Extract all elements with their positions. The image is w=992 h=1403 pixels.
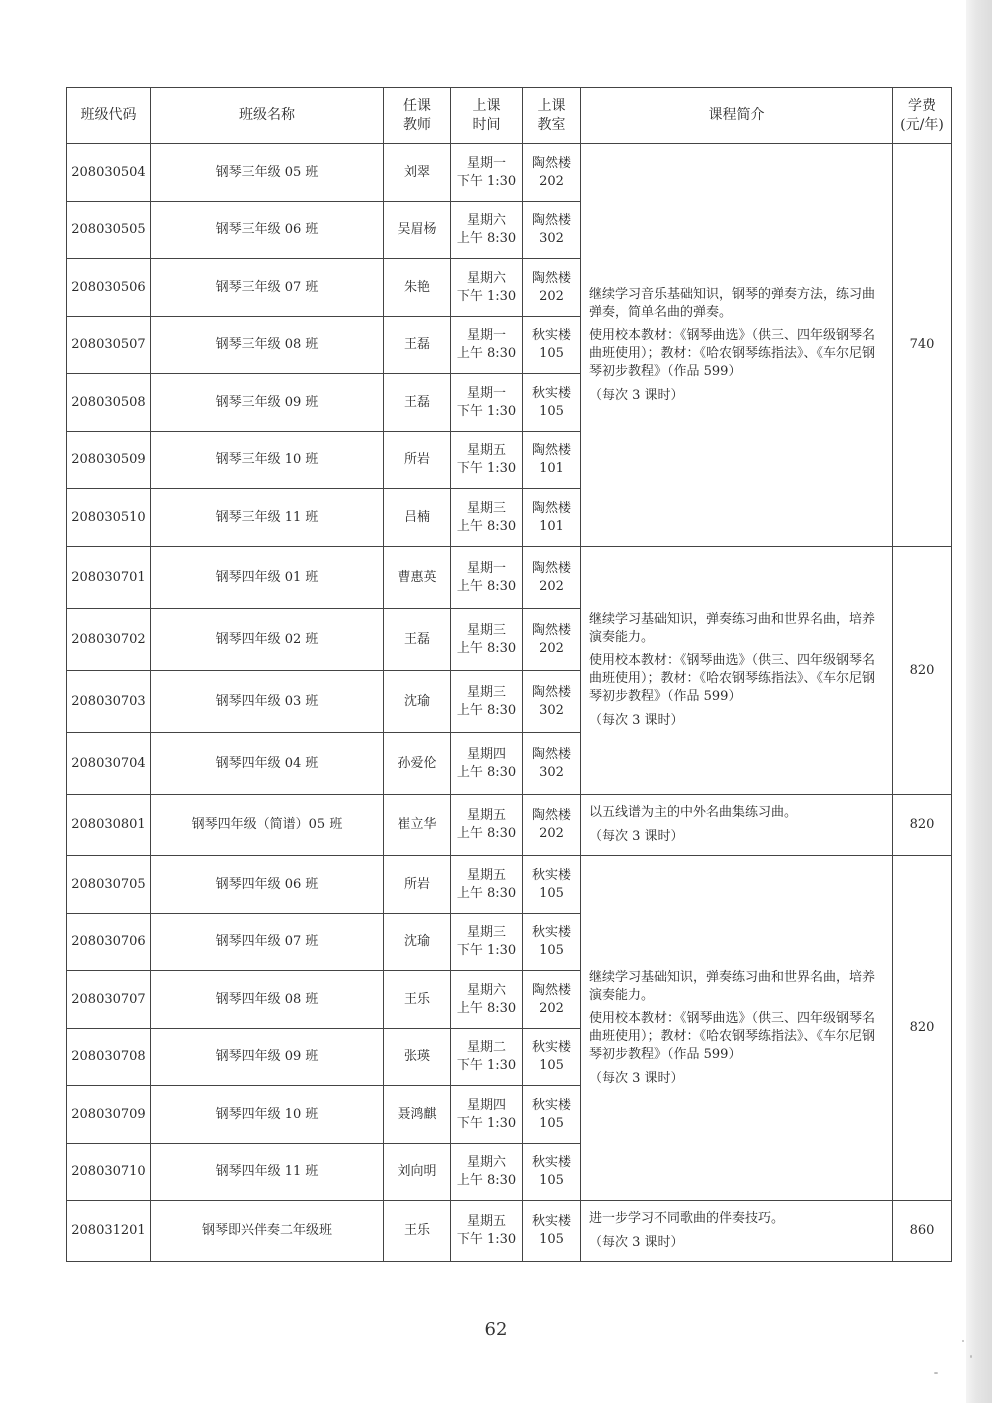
classroom-cell: 秋实楼 105: [523, 1086, 581, 1144]
class-time-cell: 星期四 上午 8:30: [451, 733, 523, 795]
class-time-cell: 星期二 下午 1:30: [451, 1029, 523, 1086]
header-classroom: 上课 教室: [523, 88, 581, 144]
course-hours-note: （每次 3 课时）: [589, 387, 684, 403]
teacher-cell: 吕楠: [384, 489, 451, 547]
class-name-cell: 钢琴四年级 11 班: [151, 1144, 384, 1201]
teacher-cell: 沈瑜: [384, 914, 451, 971]
course-intro-cell: [581, 547, 893, 795]
teacher-cell: 聂鸿麒: [384, 1086, 451, 1144]
class-time-cell: 星期三 上午 8:30: [451, 671, 523, 733]
classroom-cell: 陶然楼 302: [523, 202, 581, 259]
classroom-cell: 陶然楼 302: [523, 671, 581, 733]
course-intro-text: 使用校本教材：《钢琴曲选》（供三、四年级钢琴名曲班使用）；教材：《哈农钢琴练指法》、《车尔尼钢琴初步教程》（作品 599）: [589, 653, 876, 704]
classroom-cell: 秋实楼 105: [523, 374, 581, 432]
course-hours-note: （每次 3 课时）: [589, 1070, 684, 1086]
course-intro-cell: [581, 144, 893, 547]
course-hours-note: （每次 3 课时）: [589, 829, 684, 844]
class-name-cell: 钢琴三年级 06 班: [151, 202, 384, 259]
classroom-cell: 陶然楼 202: [523, 259, 581, 317]
class-name-cell: 钢琴四年级（简谱）05 班: [151, 795, 384, 856]
course-intro-cell: [581, 856, 893, 1201]
class-time-cell: 星期六 上午 8:30: [451, 1144, 523, 1201]
class-name-cell: 钢琴三年级 09 班: [151, 374, 384, 432]
class-code-cell: 208030506: [67, 259, 151, 317]
class-code-cell: 208030509: [67, 432, 151, 489]
class-time-cell: 星期一 下午 1:30: [451, 144, 523, 202]
course-intro-text: 继续学习基础知识，弹奏练习曲和世界名曲，培养演奏能力。: [589, 612, 876, 645]
class-name-cell: 钢琴三年级 07 班: [151, 259, 384, 317]
header-teacher: 任课 教师: [384, 88, 451, 144]
class-code-cell: 208030710: [67, 1144, 151, 1201]
class-name-cell: 钢琴三年级 10 班: [151, 432, 384, 489]
class-time-cell: 星期六 上午 8:30: [451, 202, 523, 259]
scan-speck: [962, 1340, 964, 1342]
class-time-cell: 星期三 上午 8:30: [451, 609, 523, 671]
class-code-cell: 208030507: [67, 317, 151, 374]
class-name-cell: 钢琴四年级 09 班: [151, 1029, 384, 1086]
course-intro-text: 使用校本教材：《钢琴曲选》（供三、四年级钢琴名曲班使用）；教材：《哈农钢琴练指法》、《车尔尼钢琴初步教程》（作品 599）: [589, 1010, 876, 1062]
teacher-cell: 刘翠: [384, 144, 451, 202]
tuition-cell: 820: [893, 795, 952, 856]
header-course-intro: 课程简介: [581, 88, 893, 144]
teacher-cell: 王乐: [384, 971, 451, 1029]
teacher-cell: 张瑛: [384, 1029, 451, 1086]
teacher-cell: 王磊: [384, 374, 451, 432]
teacher-cell: 王磊: [384, 317, 451, 374]
classroom-cell: 陶然楼 101: [523, 489, 581, 547]
class-code-cell: 208030704: [67, 733, 151, 795]
classroom-cell: 陶然楼 101: [523, 432, 581, 489]
classroom-cell: 陶然楼 202: [523, 971, 581, 1029]
tuition-cell: 860: [893, 1201, 952, 1262]
header-row: [67, 88, 952, 144]
table-row: [67, 547, 952, 609]
class-name-cell: 钢琴三年级 08 班: [151, 317, 384, 374]
teacher-cell: 孙爱伦: [384, 733, 451, 795]
class-time-cell: 星期三 下午 1:30: [451, 914, 523, 971]
classroom-cell: 秋实楼 105: [523, 1029, 581, 1086]
class-time-cell: 星期一 下午 1:30: [451, 374, 523, 432]
classroom-cell: 陶然楼 202: [523, 547, 581, 609]
scan-edge-shadow: [966, 0, 992, 1403]
class-code-cell: 208030707: [67, 971, 151, 1029]
course-intro-cell: [581, 795, 893, 856]
tuition-cell: 820: [893, 856, 952, 1201]
class-time-cell: 星期六 下午 1:30: [451, 259, 523, 317]
course-intro-text: 使用校本教材：《钢琴曲选》（供三、四年级钢琴名曲班使用）；教材：《哈农钢琴练指法》、《车尔尼钢琴初步教程》（作品 599）: [589, 327, 876, 379]
class-name-cell: 钢琴四年级 02 班: [151, 609, 384, 671]
class-code-cell: 208030702: [67, 609, 151, 671]
teacher-cell: 所岩: [384, 856, 451, 914]
class-code-cell: 208030708: [67, 1029, 151, 1086]
class-time-cell: 星期五 上午 8:30: [451, 856, 523, 914]
classroom-cell: 秋实楼 105: [523, 856, 581, 914]
class-time-cell: 星期五 上午 8:30: [451, 795, 523, 856]
course-intro-text: 以五线谱为主的中外名曲集练习曲。: [589, 805, 798, 820]
class-time-cell: 星期五 下午 1:30: [451, 1201, 523, 1262]
teacher-cell: 王乐: [384, 1201, 451, 1262]
table-body: [67, 144, 952, 1262]
class-name-cell: 钢琴即兴伴奏二年级班: [151, 1201, 384, 1262]
class-name-cell: 钢琴四年级 04 班: [151, 733, 384, 795]
class-name-cell: 钢琴三年级 05 班: [151, 144, 384, 202]
course-intro-text: 进一步学习不同歌曲的伴奏技巧。: [589, 1211, 785, 1226]
table-row: [67, 795, 952, 856]
scan-speck: [934, 1372, 938, 1374]
class-time-cell: 星期三 上午 8:30: [451, 489, 523, 547]
class-code-cell: 208030504: [67, 144, 151, 202]
class-name-cell: 钢琴四年级 01 班: [151, 547, 384, 609]
class-time-cell: 星期一 上午 8:30: [451, 547, 523, 609]
classroom-cell: 陶然楼 202: [523, 144, 581, 202]
header-class-code: 班级代码: [67, 88, 151, 144]
class-name-cell: 钢琴四年级 10 班: [151, 1086, 384, 1144]
teacher-cell: 所岩: [384, 432, 451, 489]
teacher-cell: 刘向明: [384, 1144, 451, 1201]
class-name-cell: 钢琴四年级 08 班: [151, 971, 384, 1029]
table-row: [67, 1201, 952, 1262]
course-intro-text: 继续学习音乐基础知识，钢琴的弹奏方法，练习曲弹奏，简单名曲的弹奏。: [589, 286, 876, 320]
class-name-cell: 钢琴四年级 06 班: [151, 856, 384, 914]
page-number: 62: [484, 1319, 508, 1340]
classroom-cell: 秋实楼 105: [523, 1201, 581, 1262]
header-tuition: 学费 (元/年): [893, 88, 952, 144]
class-code-cell: 208030801: [67, 795, 151, 856]
table-row: [67, 144, 952, 202]
classroom-cell: 秋实楼 105: [523, 1144, 581, 1201]
classroom-cell: 秋实楼 105: [523, 317, 581, 374]
course-hours-note: （每次 3 课时）: [589, 1235, 684, 1250]
classroom-cell: 陶然楼 202: [523, 609, 581, 671]
class-code-cell: 208030510: [67, 489, 151, 547]
classroom-cell: 陶然楼 302: [523, 733, 581, 795]
class-time-cell: 星期四 下午 1:30: [451, 1086, 523, 1144]
class-name-cell: 钢琴四年级 03 班: [151, 671, 384, 733]
teacher-cell: 吴眉杨: [384, 202, 451, 259]
class-time-cell: 星期一 上午 8:30: [451, 317, 523, 374]
header-class-time: 上课 时间: [451, 88, 523, 144]
class-name-cell: 钢琴四年级 07 班: [151, 914, 384, 971]
class-time-cell: 星期六 上午 8:30: [451, 971, 523, 1029]
scan-speck: [970, 1355, 972, 1358]
course-intro-cell: [581, 1201, 893, 1262]
classroom-cell: 秋实楼 105: [523, 914, 581, 971]
teacher-cell: 王磊: [384, 609, 451, 671]
class-code-cell: 208030703: [67, 671, 151, 733]
class-code-cell: 208030505: [67, 202, 151, 259]
header-class-name: 班级名称: [151, 88, 384, 144]
class-code-cell: 208030706: [67, 914, 151, 971]
class-code-cell: 208030709: [67, 1086, 151, 1144]
course-table: [66, 87, 952, 1262]
course-hours-note: （每次 3 课时）: [589, 713, 684, 728]
course-intro-text: 继续学习基础知识，弹奏练习曲和世界名曲，培养演奏能力。: [589, 969, 876, 1003]
teacher-cell: 朱艳: [384, 259, 451, 317]
class-code-cell: 208030508: [67, 374, 151, 432]
class-code-cell: 208031201: [67, 1201, 151, 1262]
teacher-cell: 曹惠英: [384, 547, 451, 609]
class-code-cell: 208030705: [67, 856, 151, 914]
class-name-cell: 钢琴三年级 11 班: [151, 489, 384, 547]
tuition-cell: 820: [893, 547, 952, 795]
class-time-cell: 星期五 下午 1:30: [451, 432, 523, 489]
tuition-cell: 740: [893, 144, 952, 547]
teacher-cell: 沈瑜: [384, 671, 451, 733]
classroom-cell: 陶然楼 202: [523, 795, 581, 856]
class-code-cell: 208030701: [67, 547, 151, 609]
teacher-cell: 崔立华: [384, 795, 451, 856]
table-row: [67, 856, 952, 914]
